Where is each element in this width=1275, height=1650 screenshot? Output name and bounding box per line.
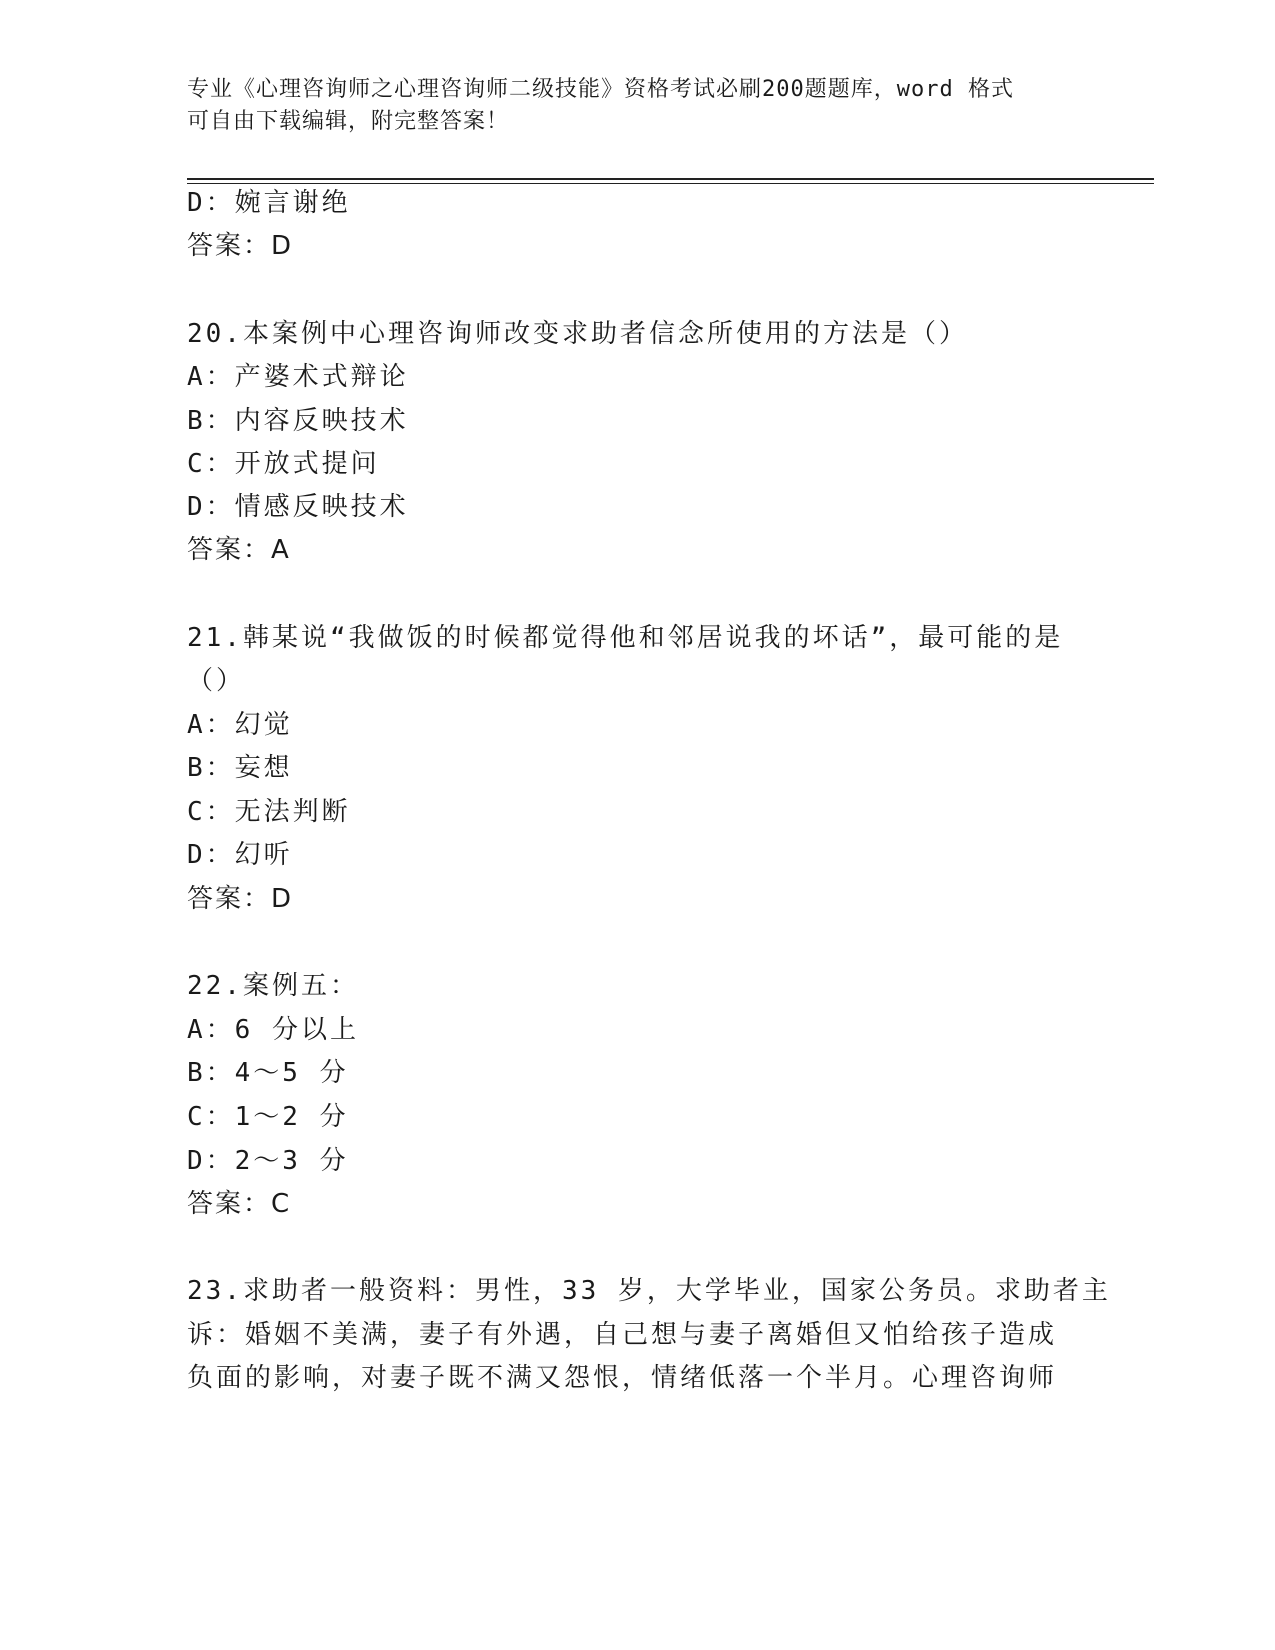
q23-stem-line-1: 23.求助者一般资料：男性，33 岁，大学毕业，国家公务员。求助者主 xyxy=(187,1276,1111,1306)
q20-answer: 答案：A xyxy=(187,535,291,565)
q23-stem-line-2: 诉：婚姻不美满，妻子有外遇，自己想与妻子离婚但又怕给孩子造成 xyxy=(187,1320,1058,1350)
q20-stem: 20.本案例中心理咨询师改变求助者信念所使用的方法是（） xyxy=(187,319,968,349)
header-divider-thin xyxy=(187,183,1154,184)
q23-stem-line-3: 负面的影响，对妻子既不满又怨恨，情绪低落一个半月。心理咨询师 xyxy=(187,1363,1058,1393)
q20-option-d: D：情感反映技术 xyxy=(187,492,409,522)
q20-option-c: C：开放式提问 xyxy=(187,449,380,479)
q20-option-b: B：内容反映技术 xyxy=(187,406,409,436)
q21-option-c: C：无法判断 xyxy=(187,797,351,827)
document-header xyxy=(187,74,1087,138)
q20-option-a: A：产婆术式辩论 xyxy=(187,362,409,392)
q21-answer: 答案：D xyxy=(187,884,294,914)
q21-option-a: A：幻觉 xyxy=(187,710,293,740)
q19-answer: 答案：D xyxy=(187,231,294,261)
header-divider-thick xyxy=(187,178,1154,180)
q21-stem-line-1: 21.韩某说“我做饭的时候都觉得他和邻居说我的坏话”，最可能的是 xyxy=(187,623,1064,653)
header-line-1: 专业《心理咨询师之心理咨询师二级技能》资格考试必刷200题题库，word 格式 xyxy=(187,77,1014,102)
header-line-2: 可自由下载编辑，附完整答案！ xyxy=(187,109,510,134)
q21-option-d: D：幻听 xyxy=(187,840,293,870)
q22-option-d: D：2～3 分 xyxy=(187,1146,349,1176)
q22-option-a: A：6 分以上 xyxy=(187,1015,359,1045)
q22-option-b: B：4～5 分 xyxy=(187,1058,349,1088)
q19-option-d: D：婉言谢绝 xyxy=(187,188,351,218)
q21-option-b: B：妄想 xyxy=(187,753,293,783)
q22-answer: 答案：C xyxy=(187,1189,292,1219)
q21-stem-line-2: （） xyxy=(187,666,246,696)
q22-stem: 22.案例五： xyxy=(187,971,359,1001)
q22-option-c: C：1～2 分 xyxy=(187,1102,349,1132)
